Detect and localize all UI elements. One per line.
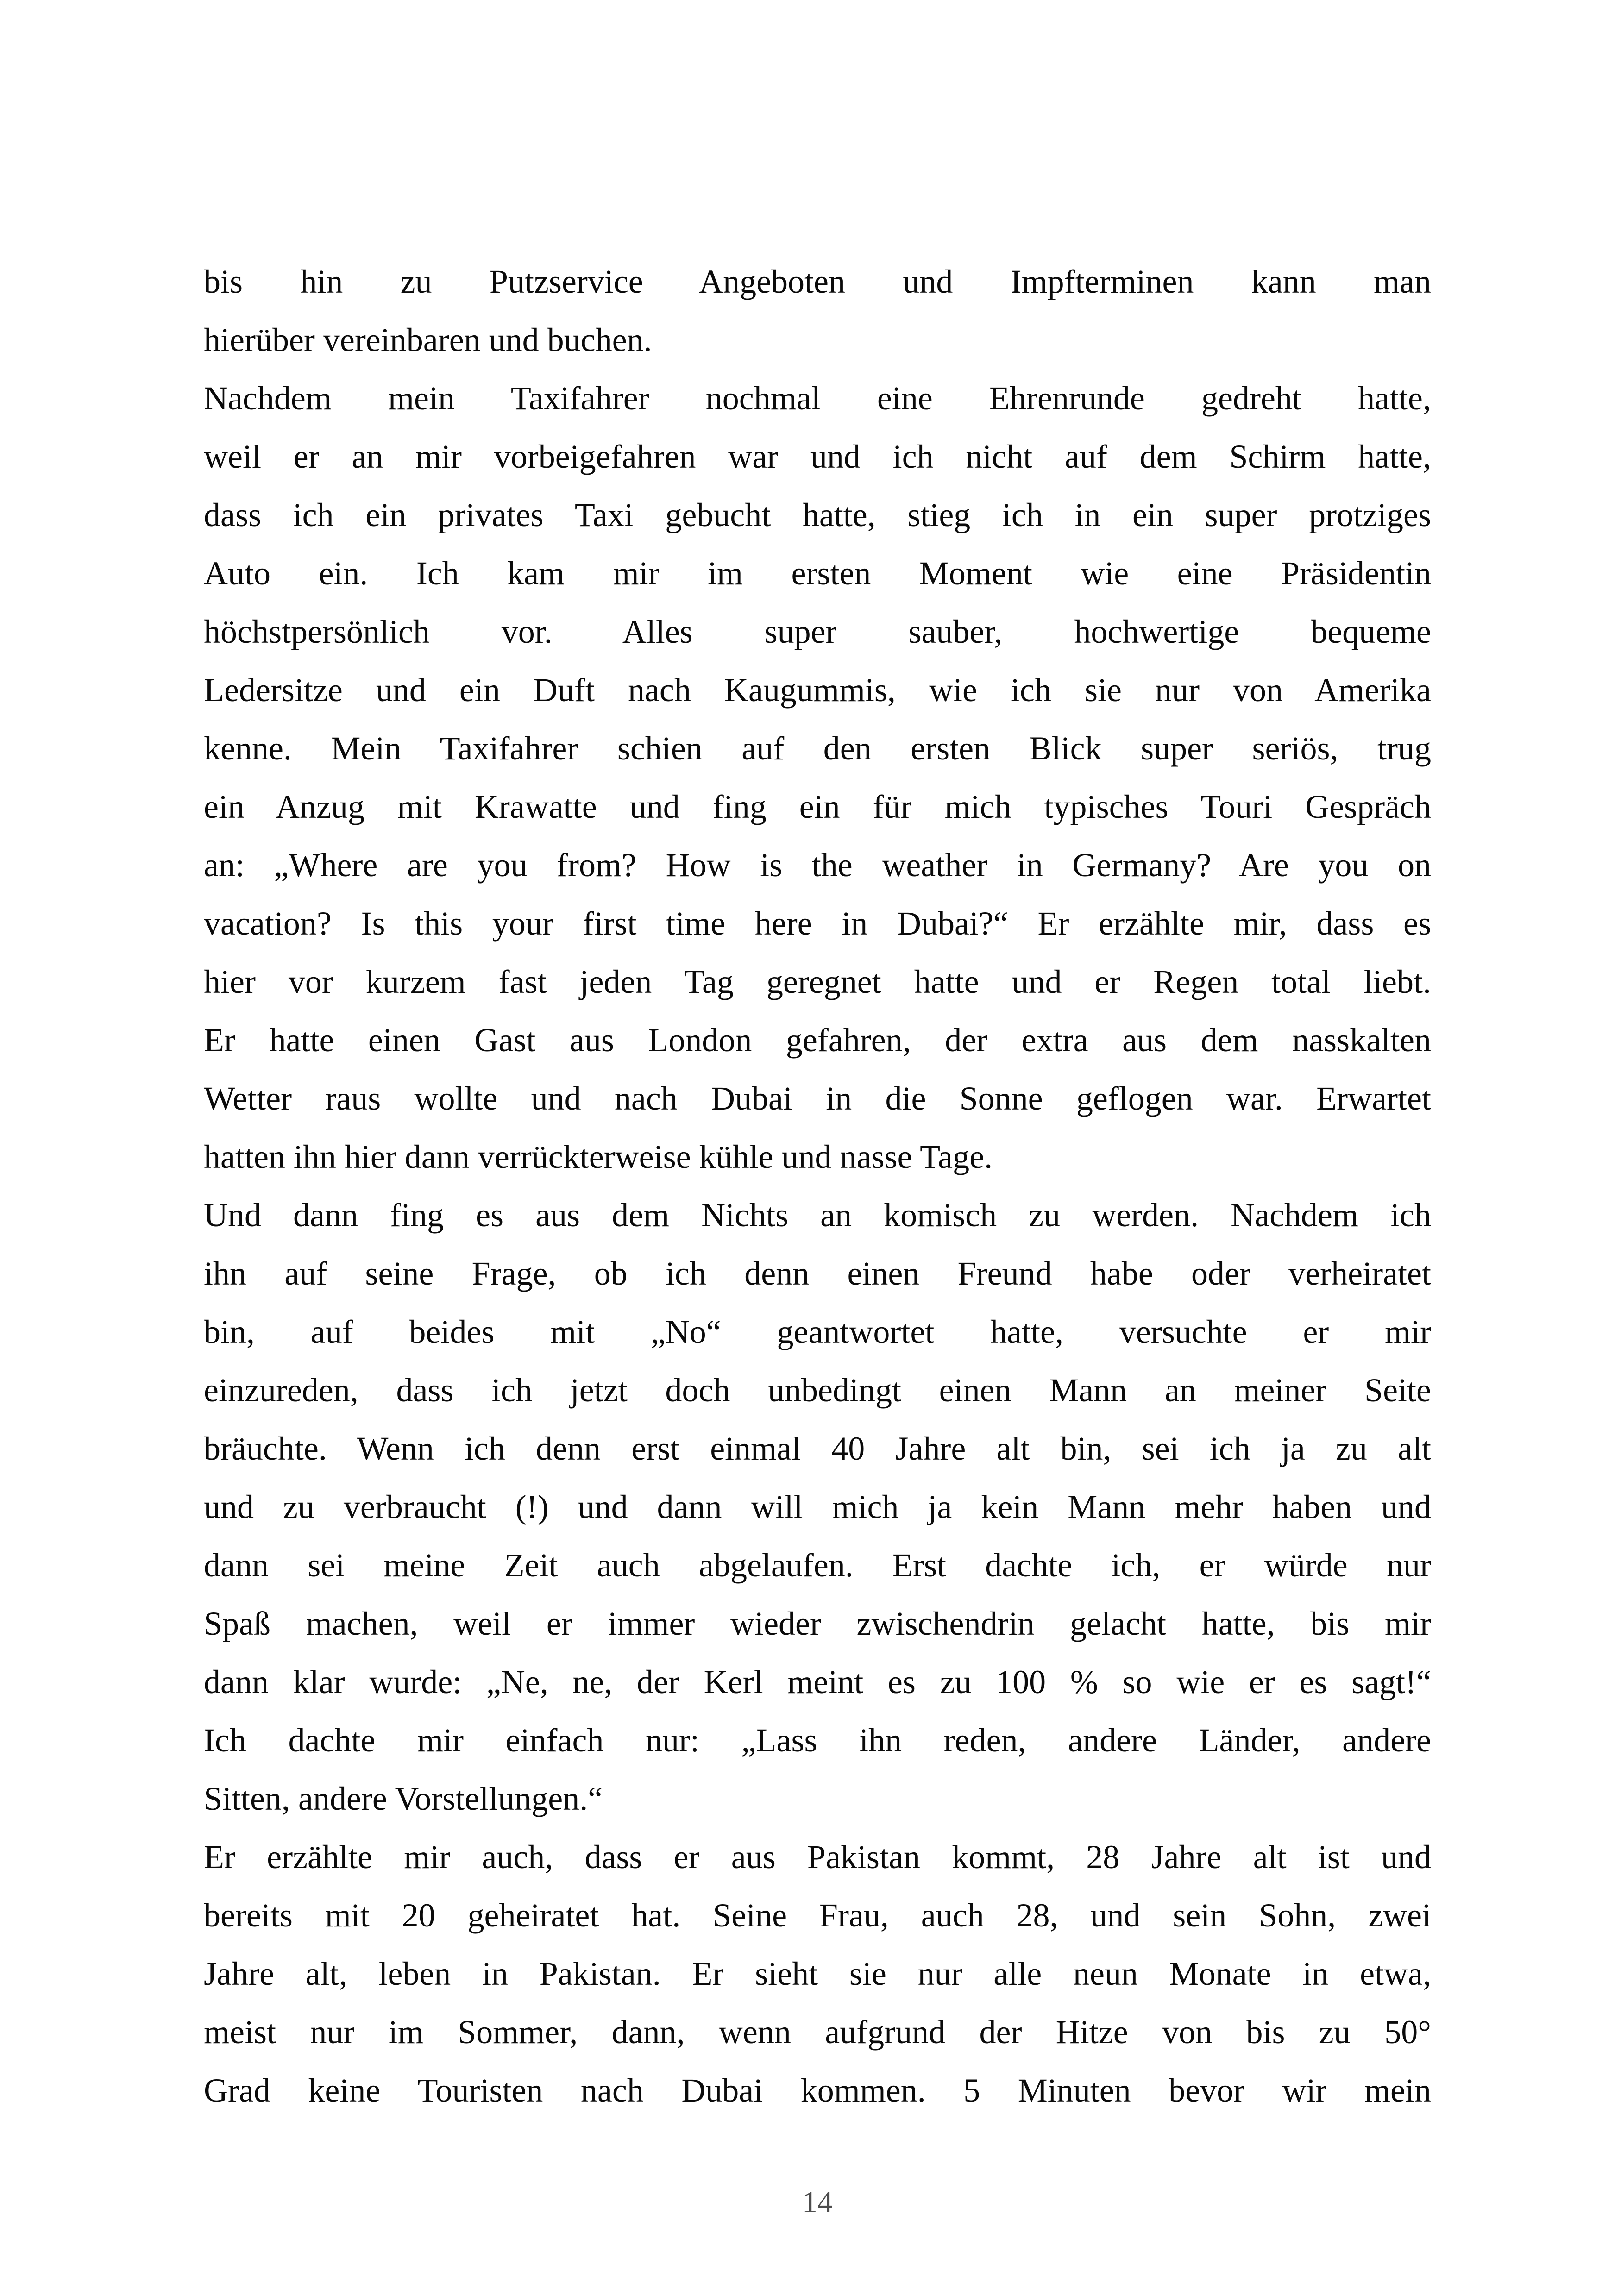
text-line: hier vor kurzem fast jeden Tag geregnet hatte und er Regen total liebt. (204, 963, 1431, 1000)
text-line: hierüber vereinbaren und buchen. (204, 321, 652, 358)
text-line: Ledersitze und ein Duft nach Kaugummis, wie ich sie nur von Amerika (204, 671, 1431, 709)
text-line: Er hatte einen Gast aus London gefahren, der extra aus dem nasskalten (204, 1022, 1431, 1059)
text-line: höchstpersönlich vor. Alles super sauber, hochwertige bequeme (204, 613, 1431, 650)
paragraph (204, 369, 1431, 1186)
paragraph (204, 1186, 1431, 1828)
text-line: Jahre alt, leben in Pakistan. Er sieht sie nur alle neun Monate in etwa, (204, 1955, 1431, 1992)
text-line: meist nur im Sommer, dann, wenn aufgrund der Hitze von bis zu 50° (204, 2014, 1431, 2051)
text-line: Er erzählte mir auch, dass er aus Pakistan kommt, 28 Jahre alt ist und (204, 1838, 1431, 1876)
text-line: dass ich ein privates Taxi gebucht hatte, stieg ich in ein super protziges (204, 496, 1431, 533)
paragraph (204, 1828, 1431, 2120)
text-line: bräuchte. Wenn ich denn erst einmal 40 Jahre alt bin, sei ich ja zu alt (204, 1430, 1431, 1467)
text-line: Auto ein. Ich kam mir im ersten Moment wie eine Präsidentin (204, 555, 1431, 592)
text-line: ihn auf seine Frage, ob ich denn einen Freund habe oder verheiratet (204, 1255, 1431, 1292)
text-line: kenne. Mein Taxifahrer schien auf den ersten Blick super seriös, trug (204, 730, 1431, 767)
text-line: Wetter raus wollte und nach Dubai in die Sonne geflogen war. Erwartet (204, 1080, 1431, 1117)
text-line: weil er an mir vorbeigefahren war und ich nicht auf dem Schirm hatte, (204, 438, 1431, 475)
text-line: bereits mit 20 geheiratet hat. Seine Frau, auch 28, und sein Sohn, zwei (204, 1897, 1431, 1934)
text-line: Nachdem mein Taxifahrer nochmal eine Ehrenrunde gedreht hatte, (204, 380, 1431, 417)
text-line: Spaß machen, weil er immer wieder zwischendrin gelacht hatte, bis mir (204, 1605, 1431, 1642)
paragraph (204, 252, 1431, 369)
text-line: bin, auf beides mit „No“ geantwortet hatte, versuchte er mir (204, 1313, 1431, 1350)
page-number: 14 (802, 2185, 833, 2219)
text-line: ein Anzug mit Krawatte und fing ein für mich typisches Touri Gespräch (204, 788, 1431, 825)
text-line: hatten ihn hier dann verrückterweise kühle und nasse Tage. (204, 1138, 993, 1175)
text-line: und zu verbraucht (!) und dann will mich ja kein Mann mehr haben und (204, 1488, 1431, 1525)
text-line: Sitten, andere Vorstellungen.“ (204, 1780, 603, 1817)
body-text (204, 252, 1431, 2120)
text-line: dann sei meine Zeit auch abgelaufen. Erst dachte ich, er würde nur (204, 1547, 1431, 1584)
text-line: an: „Where are you from? How is the weather in Germany? Are you on (204, 847, 1431, 884)
text-line: vacation? Is this your first time here in Dubai?“ Er erzählte mir, dass es (204, 905, 1431, 942)
text-line: dann klar wurde: „Ne, ne, der Kerl meint es zu 100 % so wie er es sagt!“ (204, 1663, 1431, 1700)
text-line: einzureden, dass ich jetzt doch unbedingt einen Mann an meiner Seite (204, 1372, 1431, 1409)
text-line: bis hin zu Putzservice Angeboten und Impfterminen kann man (204, 263, 1431, 300)
text-line: Grad keine Touristen nach Dubai kommen. 5 Minuten bevor wir mein (204, 2072, 1431, 2109)
text-line: Ich dachte mir einfach nur: „Lass ihn reden, andere Länder, andere (204, 1722, 1431, 1759)
text-line: Und dann fing es aus dem Nichts an komisch zu werden. Nachdem ich (204, 1197, 1431, 1234)
